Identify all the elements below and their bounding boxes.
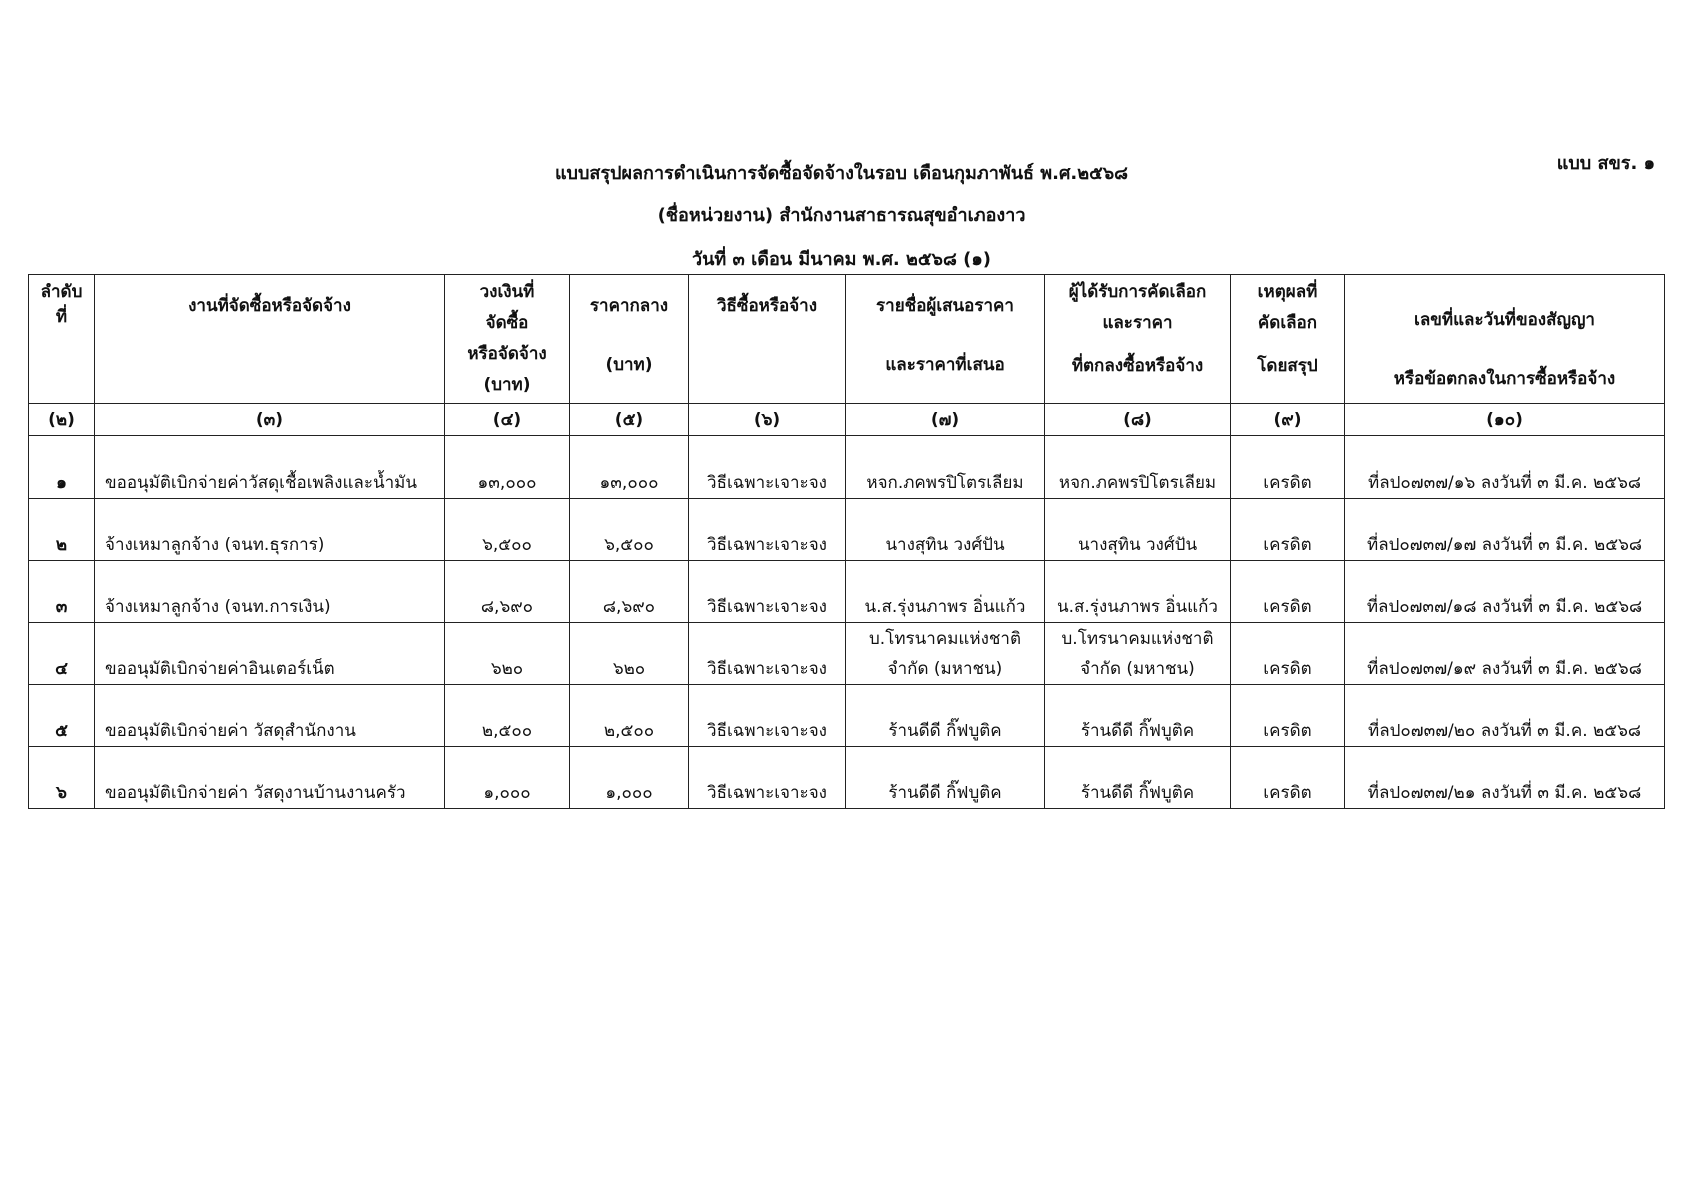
- header-median-price: [570, 275, 689, 404]
- header-text: จัดซื้อ: [485, 313, 529, 333]
- cell-winner: [1045, 561, 1231, 623]
- table-row: [29, 499, 1665, 561]
- agency-name: (ชื่อหน่วยงาน) สำนักงานสาธารณสุขอำเภองาว: [657, 205, 1026, 226]
- header-bidders: [846, 275, 1045, 404]
- cell-reason: เครดิต: [1231, 747, 1345, 809]
- column-number: (๒): [29, 404, 95, 436]
- cell-task: จ้างเหมาลูกจ้าง (จนท.การเงิน): [95, 561, 445, 623]
- cell-bidders: [846, 561, 1045, 623]
- header-text: ที่: [55, 307, 68, 327]
- cell-method: วิธีเฉพาะเจาะจง: [689, 436, 846, 499]
- cell-median-price: ๖๒๐: [570, 623, 689, 685]
- cell-line: จำกัด (มหาชน): [887, 659, 1003, 679]
- cell-contract: ที่ลป๐๗๓๗/๒๐ ลงวันที่ ๓ มี.ค. ๒๕๖๘: [1345, 685, 1665, 747]
- header-budget: [445, 275, 570, 404]
- cell-reason: เครดิต: [1231, 499, 1345, 561]
- cell-median-price: ๘,๖๙๐: [570, 561, 689, 623]
- cell-line: ร้านดีดี กิ๊ฟบูติค: [1080, 783, 1195, 803]
- cell-line: จำกัด (มหาชน): [1080, 659, 1195, 679]
- cell-line: น.ส.รุ่งนภาพร อิ่นแก้ว: [1057, 597, 1218, 617]
- report-title: แบบสรุปผลการดำเนินการจัดซื้อจัดจ้างในรอบ เดือนกุมภาพันธ์ พ.ศ.๒๕๖๘: [554, 163, 1129, 184]
- header-text: รายชื่อผู้เสนอราคา: [876, 296, 1014, 316]
- column-number: (๖): [689, 404, 846, 436]
- cell-budget: ๖,๕๐๐: [445, 499, 570, 561]
- cell-seq-no: ๔: [29, 623, 95, 685]
- cell-budget: ๘,๖๙๐: [445, 561, 570, 623]
- cell-winner: [1045, 623, 1231, 685]
- cell-line: ร้านดีดี กิ๊ฟบูติค: [888, 783, 1002, 803]
- form-code: แบบ สขร. ๑: [1556, 153, 1655, 174]
- cell-median-price: ๖,๕๐๐: [570, 499, 689, 561]
- header-text: วงเงินที่: [479, 282, 535, 302]
- header-text: ลำดับ: [40, 282, 83, 302]
- cell-median-price: ๑,๐๐๐: [570, 747, 689, 809]
- cell-seq-no: ๓: [29, 561, 95, 623]
- cell-bidders: [846, 436, 1045, 499]
- cell-bidders: [846, 747, 1045, 809]
- cell-line: ร้านดีดี กิ๊ฟบูติค: [1080, 721, 1195, 741]
- cell-reason: เครดิต: [1231, 436, 1345, 499]
- cell-seq-no: ๕: [29, 685, 95, 747]
- cell-method: วิธีเฉพาะเจาะจง: [689, 685, 846, 747]
- column-number: (๙): [1231, 404, 1345, 436]
- column-number: (๔): [445, 404, 570, 436]
- cell-task: ขออนุมัติเบิกจ่ายค่า วัสดุงานบ้านงานครัว: [95, 747, 445, 809]
- cell-line: หจก.ภคพรปิโตรเลียม: [866, 473, 1024, 493]
- cell-winner: [1045, 499, 1231, 561]
- cell-line: บ.โทรนาคมแห่งชาติ: [869, 629, 1021, 649]
- cell-line: บ.โทรนาคมแห่งชาติ: [1061, 629, 1214, 649]
- cell-contract: ที่ลป๐๗๓๗/๑๖ ลงวันที่ ๓ มี.ค. ๒๕๖๘: [1345, 436, 1665, 499]
- cell-budget: ๖๒๐: [445, 623, 570, 685]
- cell-method: วิธีเฉพาะเจาะจง: [689, 623, 846, 685]
- cell-median-price: ๒,๕๐๐: [570, 685, 689, 747]
- cell-winner: [1045, 685, 1231, 747]
- cell-line: นางสุทิน วงศ์ปัน: [1077, 535, 1198, 555]
- header-text: วิธีซื้อหรือจ้าง: [716, 296, 818, 316]
- cell-contract: ที่ลป๐๗๓๗/๑๗ ลงวันที่ ๓ มี.ค. ๒๕๖๘: [1345, 499, 1665, 561]
- cell-seq-no: ๖: [29, 747, 95, 809]
- header-contract: [1345, 275, 1665, 404]
- header-text: และราคา: [1102, 313, 1173, 333]
- header-method: [689, 275, 846, 404]
- cell-contract: ที่ลป๐๗๓๗/๑๙ ลงวันที่ ๓ มี.ค. ๒๕๖๘: [1345, 623, 1665, 685]
- cell-budget: ๑๓,๐๐๐: [445, 436, 570, 499]
- cell-budget: ๒,๕๐๐: [445, 685, 570, 747]
- cell-median-price: ๑๓,๐๐๐: [570, 436, 689, 499]
- header-text: หรือข้อตกลงในการซื้อหรือจ้าง: [1393, 369, 1616, 389]
- header-text: เหตุผลที่: [1257, 282, 1318, 302]
- cell-bidders: [846, 685, 1045, 747]
- column-number: (๓): [95, 404, 445, 436]
- cell-contract: ที่ลป๐๗๓๗/๒๑ ลงวันที่ ๓ มี.ค. ๒๕๖๘: [1345, 747, 1665, 809]
- cell-winner: [1045, 747, 1231, 809]
- header-text: ราคากลาง: [589, 296, 669, 316]
- table-row: [29, 623, 1665, 685]
- column-number-row: [29, 404, 1665, 436]
- cell-task: ขออนุมัติเบิกจ่ายค่าวัสดุเชื้อเพลิงและน้ำมัน: [95, 436, 445, 499]
- procurement-table: [28, 274, 1665, 809]
- cell-line: นางสุทิน วงศ์ปัน: [885, 535, 1005, 555]
- header-seq-no: [29, 275, 95, 404]
- header-text: เลขที่และวันที่ของสัญญา: [1414, 310, 1595, 330]
- header-winner: [1045, 275, 1231, 404]
- report-date: วันที่ ๓ เดือน มีนาคม พ.ศ. ๒๕๖๘ (๑): [692, 249, 991, 270]
- cell-reason: เครดิต: [1231, 623, 1345, 685]
- column-number: (๕): [570, 404, 689, 436]
- table-row: [29, 436, 1665, 499]
- cell-seq-no: ๒: [29, 499, 95, 561]
- table-row: [29, 561, 1665, 623]
- cell-budget: ๑,๐๐๐: [445, 747, 570, 809]
- column-number: (๘): [1045, 404, 1231, 436]
- cell-seq-no: ๑: [29, 436, 95, 499]
- header-text: ผู้ได้รับการคัดเลือก: [1068, 282, 1207, 302]
- cell-method: วิธีเฉพาะเจาะจง: [689, 561, 846, 623]
- header-text: โดยสรุป: [1257, 356, 1318, 376]
- header-text: คัดเลือก: [1257, 313, 1318, 333]
- header-text: ที่ตกลงซื้อหรือจ้าง: [1071, 356, 1204, 376]
- header-text: และราคาที่เสนอ: [885, 355, 1005, 375]
- cell-method: วิธีเฉพาะเจาะจง: [689, 747, 846, 809]
- cell-bidders: [846, 499, 1045, 561]
- header-text: หรือจัดจ้าง: [467, 344, 547, 364]
- cell-bidders: [846, 623, 1045, 685]
- cell-line: น.ส.รุ่งนภาพร อิ่นแก้ว: [864, 597, 1026, 617]
- header-reason: [1231, 275, 1345, 404]
- cell-line: ร้านดีดี กิ๊ฟบูติค: [888, 721, 1002, 741]
- column-number: (๗): [846, 404, 1045, 436]
- header-row: [29, 275, 1665, 404]
- cell-task: จ้างเหมาลูกจ้าง (จนท.ธุรการ): [95, 499, 445, 561]
- cell-reason: เครดิต: [1231, 561, 1345, 623]
- cell-line: หจก.ภคพรปิโตรเลียม: [1058, 473, 1217, 493]
- cell-method: วิธีเฉพาะเจาะจง: [689, 499, 846, 561]
- cell-winner: [1045, 436, 1231, 499]
- cell-task: ขออนุมัติเบิกจ่ายค่าอินเตอร์เน็ต: [95, 623, 445, 685]
- header-text: (บาท): [483, 375, 531, 395]
- table-row: [29, 685, 1665, 747]
- cell-reason: เครดิต: [1231, 685, 1345, 747]
- header-text: (บาท): [605, 355, 653, 375]
- column-number: (๑๐): [1345, 404, 1665, 436]
- header-task: [95, 275, 445, 404]
- table-row: [29, 747, 1665, 809]
- header-text: งานที่จัดซื้อหรือจัดจ้าง: [188, 296, 351, 316]
- cell-contract: ที่ลป๐๗๓๗/๑๘ ลงวันที่ ๓ มี.ค. ๒๕๖๘: [1345, 561, 1665, 623]
- cell-task: ขออนุมัติเบิกจ่ายค่า วัสดุสำนักงาน: [95, 685, 445, 747]
